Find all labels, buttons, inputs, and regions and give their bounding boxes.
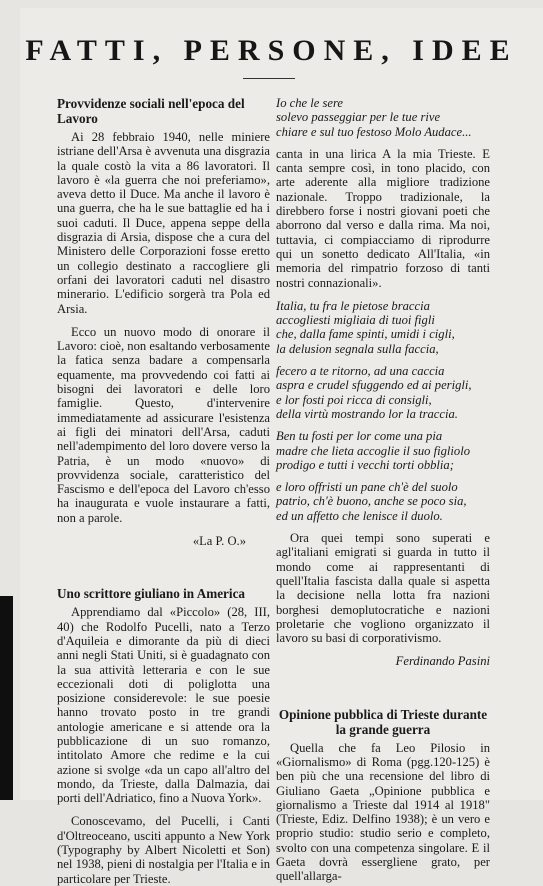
verse-line: e lor fosti poi ricca di consigli,	[276, 392, 432, 407]
verse-line: aspra e crudel sfuggendo ed ai perigli,	[276, 378, 472, 393]
article-paragraph: Ecco un nuovo modo di onorare il Lavoro: cioè, non esaltando verbosamente la fatica senza badare a compensarla equamente, ma provvedendo coi fatti ai bisogni dei lavoratori e delle loro famiglie. Questo, d'intervenire immediatamente ad assicurare l'esistenza ai figli dei minatori dell'Arsa, caduti nell'adempimento del loro dovere verso la Patria, è un modo «nuovo» di provvidenza sociale, caratteristico del Fascismo e dell'epoca del Lavoro ch'esso ha inaugurata e vuole instaurare a fatti, non a parole.	[57, 324, 270, 525]
verse-block	[276, 96, 490, 139]
sonnet-stanza	[276, 480, 490, 523]
verse-line: accogliesti migliaia di tuoi figli	[276, 313, 435, 328]
page-title: FATTI, PERSONE, IDEE	[25, 34, 518, 67]
article-title: Provvidenze sociali nell'epoca del Lavoro	[57, 96, 245, 126]
sonnet-stanza	[276, 364, 490, 421]
section-spacer	[276, 677, 490, 707]
sonnet-stanza	[276, 299, 490, 356]
article-paragraph: Apprendiamo dal «Piccolo» (28, III, 40) che Rodolfo Pucelli, nato a Terzo d'Aquileia e dimorante da più di dieci anni negli Stati Uniti, si è guadagnato con la sua attività letteraria e con le sue eccezionali doti di poliglotta una posizione considerevole: le sue poesie hanno trovato posto in tre grandi antologie americane e si attende ora la pubblicazione di un suo romanzo, intitolato Amore che redime e la cui azione si svolge «da un capo all'altro del mondo, da Trieste, dalla Dalmazia, dai porti dell'Adriatico, fino a Nuova York».	[57, 605, 270, 806]
verse-line: prodigo e tutti i vecchi torti obblia;	[276, 457, 454, 472]
verse-line: che, dalla fame spinti, umidi i cigli,	[276, 327, 455, 342]
article-paragraph: Ai 28 febbraio 1940, nelle miniere istriane dell'Arsa è avvenuta una disgrazia la quale costò la vita a 86 lavoratori. Il lavoro è «la guerra che noi preferiamo», aveva detto il Duce. Ma anche il lavoro è una guerra, che ha le sue battaglie ed ha i suoi caduti. Il Duce, appena seppe della disgrazia di Arsia, dispose che a cura del Ministero delle Corporazioni fosse eretto un collegio destinato a raccogliere gli orfani dei lavoratori caduti nel disastro minerario. L'edificio sorgerà tra Pola ed Arsia.	[57, 130, 270, 316]
scan-edge	[0, 596, 13, 800]
right-column	[276, 96, 490, 884]
sonnet-stanza	[276, 429, 490, 472]
verse-line: Io che le sere	[276, 96, 344, 110]
title-rule	[243, 78, 295, 79]
verse-line: fecero a te ritorno, ad una caccia	[276, 364, 445, 379]
article-title: Uno scrittore giuliano in America	[57, 586, 246, 602]
verse-line: solevo passeggiar per le tue rive	[276, 110, 441, 125]
verse-line: la delusion segnala sulla faccia,	[276, 341, 439, 356]
article-signature: «La P. O.»	[192, 534, 246, 549]
verse-line: patrio, ch'è buono, anche se poco sia,	[276, 494, 467, 509]
author-signature: Ferdinando Pasini	[395, 654, 490, 669]
article-paragraph: Conoscevamo, del Pucelli, i Canti d'Oltreoceano, usciti appunto a New York (Typography by Albert Nicoletti et Son) nel 1938, pieni di nostalgia per l'Italia e in particolare per Trieste.	[57, 814, 270, 886]
verse-line: della virtù mostrando lor la traccia.	[276, 406, 458, 421]
left-column	[57, 96, 270, 886]
verse-line: chiare e sul tuo festoso Molo Audace...	[276, 124, 472, 139]
verse-line: ed un affetto che lenisce il duolo.	[276, 508, 443, 523]
article-paragraph: canta in una lirica A la mia Trieste. E canta sempre così, in tono placido, con arte aderente alla migliore tradizione nazionale. Troppo tradizionale, la direbbero forse i nostri giovani poeti che aborrono dal verso e dalla rima. Ma noi, tuttavia, ci compiacciamo di riprodurre qui un sonetto dedicato All'Italia, «in memoria del rimpatrio forzoso di tanti nostri connazionali».	[276, 146, 490, 290]
verse-line: Italia, tu fra le pietose braccia	[276, 298, 430, 313]
section-spacer	[57, 556, 270, 586]
article-title: Opinione pubblica di Trieste durante la grande guerra	[278, 706, 488, 737]
verse-line: Ben tu fosti per lor come una pia	[276, 429, 443, 444]
article-paragraph: Quella che fa Leo Pilosio in «Giornalismo» di Roma (pgg.120-125) è ben più che una recensione del libro di Giuliano Gaeta „Opinione pubblica e giornalismo a Trieste dal 1914 al 1918" (Trieste, Ediz. Delfino 1938); è un vero e proprio studio: studio serio e completo, svolto con una competenza singolare. E il Gaeta dovrà essergliene grato, per quell'allarga-	[276, 740, 490, 884]
article-paragraph: Ora quei tempi sono superati e agl'italiani emigrati si guarda in tutto il mondo come ai rappresentanti di quell'Italia fascista dalla quale si aspetta la decisione nella lotta fra nazioni borghesi demoplutocratiche e nazioni proletarie che vogliono organizzato il lavoro su basi di corporativismo.	[276, 531, 490, 646]
verse-line: e loro offristi un pane ch'è del suolo	[276, 480, 458, 495]
verse-line: madre che lieta accoglie il suo figliolo	[276, 443, 470, 458]
